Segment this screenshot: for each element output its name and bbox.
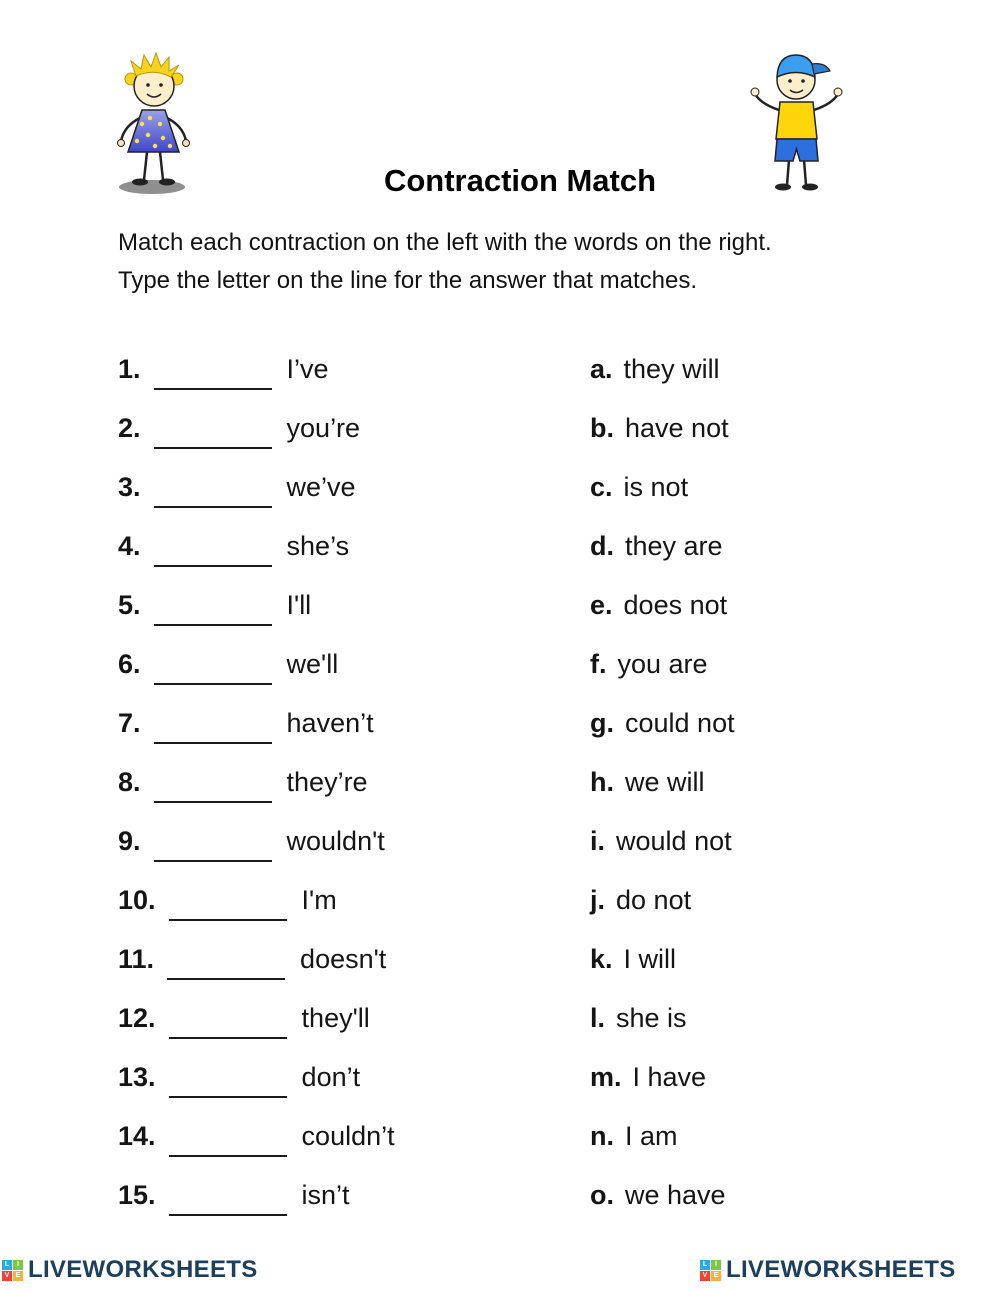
instructions-line1: Match each contraction on the left with the words on the right. (118, 229, 772, 256)
answer-row-g (590, 694, 980, 753)
contraction-word: they'll (301, 1003, 370, 1033)
answer-row-e (590, 576, 980, 635)
contraction-word: couldn’t (301, 1121, 395, 1151)
contraction-word: I'll (286, 590, 312, 620)
instructions-line2: Type the letter on the line for the answer that matches. (118, 267, 697, 294)
answer-row-f (590, 635, 980, 694)
item-number: 14. (118, 1121, 156, 1151)
answer-text: does not (623, 590, 728, 620)
answer-letter: n. (590, 1121, 614, 1151)
answer-row-b (590, 399, 980, 458)
contraction-word: you’re (286, 413, 361, 443)
answer-row-h (590, 753, 980, 812)
logo-tile-l: L (2, 1260, 12, 1270)
match-exercise (118, 340, 980, 1225)
logo-tile-v: V (700, 1271, 710, 1281)
answer-text: I will (623, 944, 677, 974)
answer-text: they are (625, 531, 723, 561)
answer-text: I have (632, 1062, 707, 1092)
answer-text: I am (625, 1121, 678, 1151)
answer-letter: c. (590, 472, 613, 502)
answer-row-c (590, 458, 980, 517)
answer-input-13[interactable] (169, 1066, 287, 1098)
answer-row-l (590, 989, 980, 1048)
answer-input-12[interactable] (169, 1007, 287, 1039)
item-number: 11. (118, 944, 155, 974)
footer-right (700, 1256, 956, 1284)
contraction-row-15 (118, 1166, 590, 1225)
item-number: 6. (118, 649, 141, 679)
contraction-row-5 (118, 576, 590, 635)
answer-letter: j. (590, 885, 606, 915)
item-number: 5. (118, 590, 141, 620)
logo-tile-v: V (2, 1271, 12, 1281)
answer-input-3[interactable] (154, 476, 272, 508)
contraction-word: don’t (301, 1062, 361, 1092)
item-number: 15. (118, 1180, 156, 1210)
answer-text: could not (625, 708, 735, 738)
answer-input-8[interactable] (154, 771, 272, 803)
answer-text: is not (623, 472, 689, 502)
logo-tile-i: I (711, 1260, 721, 1270)
answer-letter: l. (590, 1003, 606, 1033)
answer-row-j (590, 871, 980, 930)
contraction-word: we'll (286, 649, 339, 679)
brand-text-left: LIVEWORKSHEETS (28, 1256, 258, 1283)
brand-text-right: LIVEWORKSHEETS (726, 1256, 956, 1283)
logo-tile-l: L (700, 1260, 710, 1270)
contraction-word: I'm (301, 885, 337, 915)
item-number: 8. (118, 767, 141, 797)
contraction-row-8 (118, 753, 590, 812)
contraction-word: I’ve (286, 354, 329, 384)
logo-tile-e: E (13, 1271, 23, 1281)
answer-letter: e. (590, 590, 613, 620)
answer-input-1[interactable] (154, 358, 272, 390)
item-number: 10. (118, 885, 156, 915)
contraction-word: she’s (286, 531, 350, 561)
contraction-row-13 (118, 1048, 590, 1107)
logo-tile-e: E (711, 1271, 721, 1281)
answer-letter: k. (590, 944, 613, 974)
contraction-word: isn’t (301, 1180, 350, 1210)
item-number: 13. (118, 1062, 156, 1092)
contraction-row-4 (118, 517, 590, 576)
item-number: 9. (118, 826, 141, 856)
answer-text: we have (625, 1180, 726, 1210)
contraction-row-9 (118, 812, 590, 871)
answer-letter: b. (590, 413, 614, 443)
answer-text: do not (616, 885, 692, 915)
answer-row-k (590, 930, 980, 989)
contraction-word: haven’t (286, 708, 374, 738)
answer-input-11[interactable] (167, 948, 285, 980)
answer-input-9[interactable] (154, 830, 272, 862)
answer-input-5[interactable] (154, 594, 272, 626)
item-number: 4. (118, 531, 141, 561)
item-number: 1. (118, 354, 141, 384)
contraction-word: wouldn't (286, 826, 385, 856)
answer-input-6[interactable] (154, 653, 272, 685)
answer-letter: a. (590, 354, 613, 384)
contraction-row-11 (118, 930, 590, 989)
item-number: 12. (118, 1003, 156, 1033)
answer-text: would not (616, 826, 732, 856)
liveworksheets-logo (700, 1260, 721, 1281)
answer-row-m (590, 1048, 980, 1107)
answer-text: they will (623, 354, 720, 384)
answer-row-d (590, 517, 980, 576)
answer-text: she is (616, 1003, 687, 1033)
answer-row-n (590, 1107, 980, 1166)
answer-letter: f. (590, 649, 607, 679)
contraction-row-14 (118, 1107, 590, 1166)
answer-input-4[interactable] (154, 535, 272, 567)
answer-letter: g. (590, 708, 614, 738)
contractions-column (118, 340, 590, 1225)
instructions (118, 224, 772, 300)
item-number: 2. (118, 413, 141, 443)
answer-text: you are (617, 649, 708, 679)
liveworksheets-logo (2, 1260, 23, 1281)
contraction-word: doesn't (300, 944, 387, 974)
contraction-row-6 (118, 635, 590, 694)
answer-letter: d. (590, 531, 614, 561)
answer-input-14[interactable] (169, 1125, 287, 1157)
contraction-row-3 (118, 458, 590, 517)
answers-column (590, 340, 980, 1225)
answer-input-7[interactable] (154, 712, 272, 744)
contraction-row-7 (118, 694, 590, 753)
answer-row-a (590, 340, 980, 399)
contraction-word: we’ve (286, 472, 356, 502)
item-number: 7. (118, 708, 141, 738)
answer-row-i (590, 812, 980, 871)
contraction-row-2 (118, 399, 590, 458)
contraction-row-10 (118, 871, 590, 930)
logo-tile-i: I (13, 1260, 23, 1270)
answer-input-2[interactable] (154, 417, 272, 449)
answer-letter: i. (590, 826, 606, 856)
footer-left (2, 1256, 258, 1284)
answer-input-10[interactable] (169, 889, 287, 921)
answer-input-15[interactable] (169, 1184, 287, 1216)
contraction-word: they’re (286, 767, 368, 797)
contraction-row-1 (118, 340, 590, 399)
answer-letter: h. (590, 767, 614, 797)
answer-text: we will (625, 767, 705, 797)
answer-text: have not (625, 413, 729, 443)
answer-letter: m. (590, 1062, 622, 1092)
answer-row-o (590, 1166, 980, 1225)
page-title: Contraction Match (383, 163, 657, 198)
item-number: 3. (118, 472, 141, 502)
contraction-row-12 (118, 989, 590, 1048)
answer-letter: o. (590, 1180, 614, 1210)
